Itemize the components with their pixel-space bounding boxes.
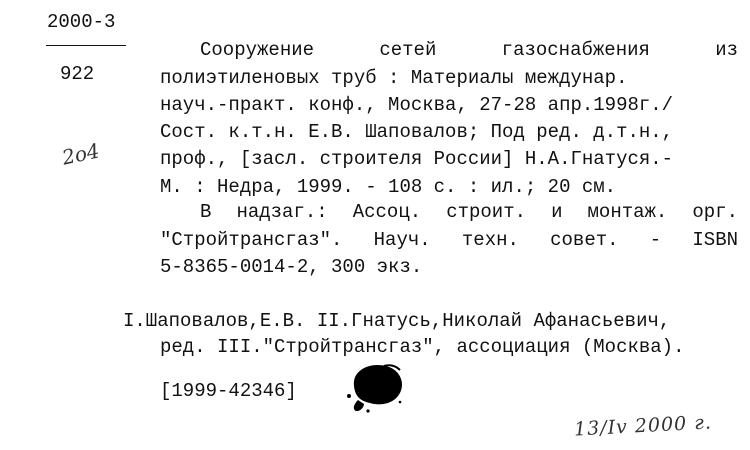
title-word: Сооружение — [200, 39, 315, 61]
note-line-3: 5-8365-0014-2, 300 экз. — [160, 256, 423, 278]
note-word: надзаг.: — [236, 201, 328, 223]
note-word: В — [200, 201, 212, 223]
note-word: орг. — [692, 201, 738, 223]
margin-note: 2о4 — [59, 138, 102, 170]
title-word: газоснабжения — [501, 39, 650, 61]
note-word: Науч. — [373, 229, 431, 251]
title-line-3: науч.-практ. конф., Москва, 27-28 апр.1998г./ — [160, 94, 674, 116]
note-word: и — [551, 201, 563, 223]
note-word: "Стройтрансгаз". — [160, 229, 343, 251]
title-word: сетей — [379, 39, 437, 61]
accession-number: [1999-42346] — [160, 380, 297, 402]
title-line-6: М. : Недра, 1999. - 108 с. : ил.; 20 см. — [160, 176, 617, 198]
title-line-2: полиэтиленовых труб : Материалы междунар. — [160, 67, 628, 89]
card-number: 2000-3 — [47, 11, 116, 33]
class-number: 922 — [60, 63, 95, 85]
note-word: совет. — [550, 229, 619, 251]
note-line-1 — [200, 200, 738, 224]
note-word: Ассоц. — [352, 201, 422, 223]
title-line-5: проф., [засл. строителя России] Н.А.Гнатуся.- — [160, 148, 674, 170]
title-line-1 — [200, 38, 738, 62]
note-line-2 — [160, 228, 738, 252]
tracing-line-1: I.Шаповалов,Е.В. II.Гнатусь,Николай Афанасьевич, — [123, 310, 671, 332]
title-line-4: Сост. к.т.н. Е.В. Шаповалов; Под ред. д.т.н., — [160, 121, 674, 143]
ink-stamp-icon — [340, 356, 412, 418]
note-word: техн. — [461, 229, 519, 251]
title-word: из — [715, 39, 739, 61]
note-word: - — [649, 229, 662, 251]
card-number-underline — [46, 45, 126, 46]
note-word: строит. — [446, 201, 527, 223]
tracing-line-2: ред. III."Стройтрансгаз", ассоциация (Москва). — [160, 336, 685, 358]
note-word: ISBN — [692, 229, 738, 251]
note-word: монтаж. — [587, 201, 668, 223]
handwritten-note: 13/Iv 2000 г. — [573, 411, 713, 441]
